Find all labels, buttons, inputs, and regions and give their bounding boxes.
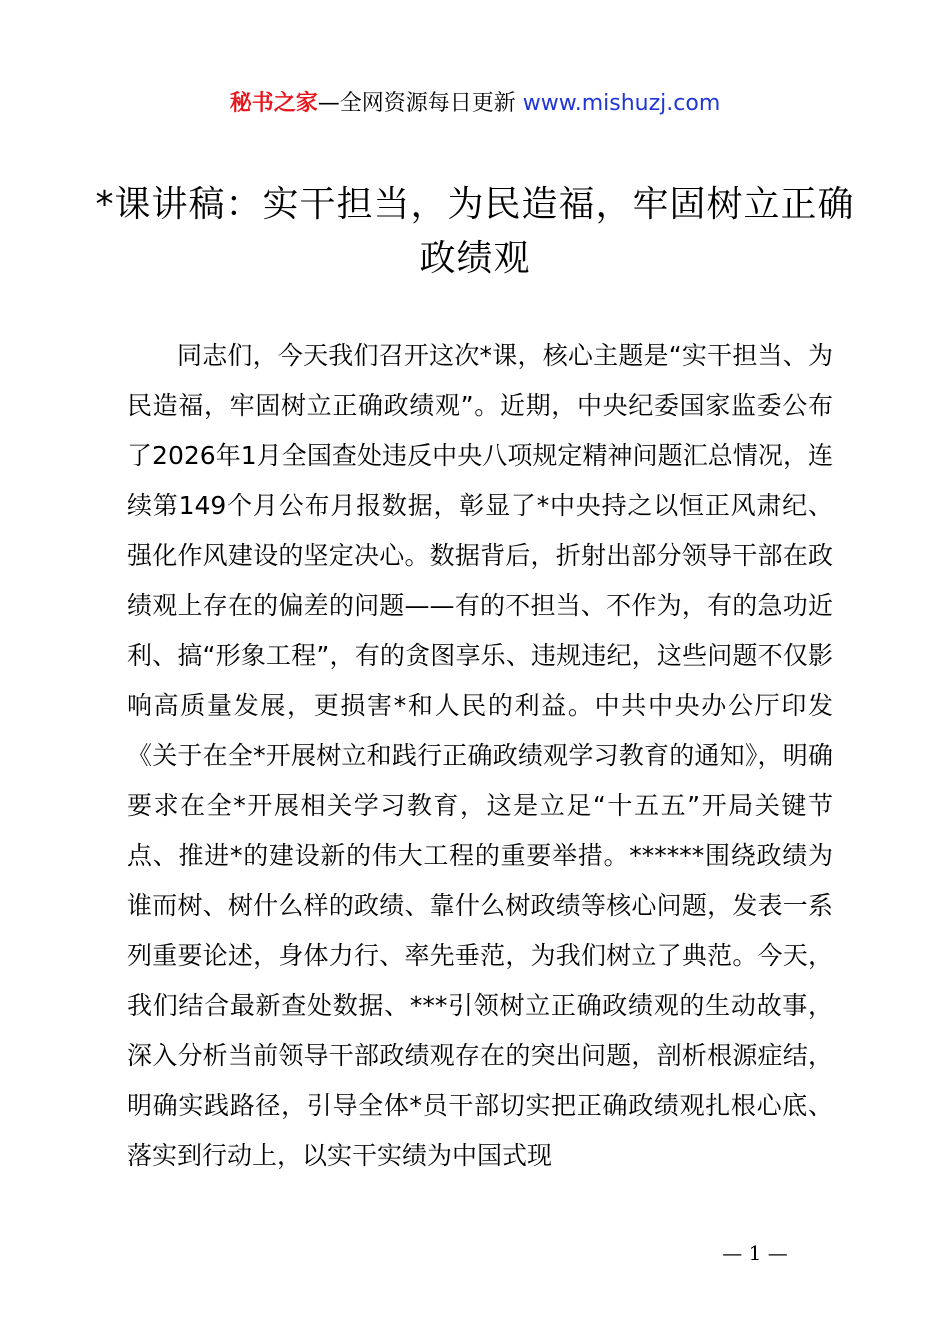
site-brand: 秘书之家 bbox=[229, 91, 318, 116]
site-header bbox=[0, 86, 950, 122]
site-tagline: —全网资源每日更新 bbox=[317, 91, 516, 116]
site-url-link[interactable]: www.mishuzj.com bbox=[522, 91, 721, 116]
page-number: — 1 — bbox=[722, 1241, 788, 1265]
document-body-paragraph: 同志们，今天我们召开这次*课，核心主题是“实干担当、为民造福，牢固树立正确政绩观”。近期，中央纪委国家监委公布了2026年1月全国查处违反中央八项规定精神问题汇总情况，连续第149个月公布月报数据，彰显了*中央持之以恒正风肃纪、强化作风建设的坚定决心。数据背后，折射出部分领导干部在政绩观上存在的偏差的问题——有的不担当、不作为，有的急功近利、搞“形象工程”，有的贪图享乐、违规违纪，这些问题不仅影响高质量发展，更损害*和人民的利益。中共中央办公厅印发《关于在全*开展树立和践行正确政绩观学习教育的通知》，明确要求在全*开展相关学习教育，这是立足“十五五”开局关键节点、推进*的建设新的伟大工程的重要举措。******围绕政绩为谁而树、树什么样的政绩、靠什么树政绩等核心问题，发表一系列重要论述，身体力行、率先垂范，为我们树立了典范。今天，我们结合最新查处数据、***引领树立正确政绩观的生动故事，深入分析当前领导干部政绩观存在的突出问题，剖析根源症结，明确实践路径，引导全体*员干部切实把正确政绩观扎根心底、落实到行动上，以实干实绩为中国式现 bbox=[127, 341, 833, 1170]
document-title: *课讲稿：实干担当，为民造福，牢固树立正确政绩观 bbox=[95, 184, 855, 279]
